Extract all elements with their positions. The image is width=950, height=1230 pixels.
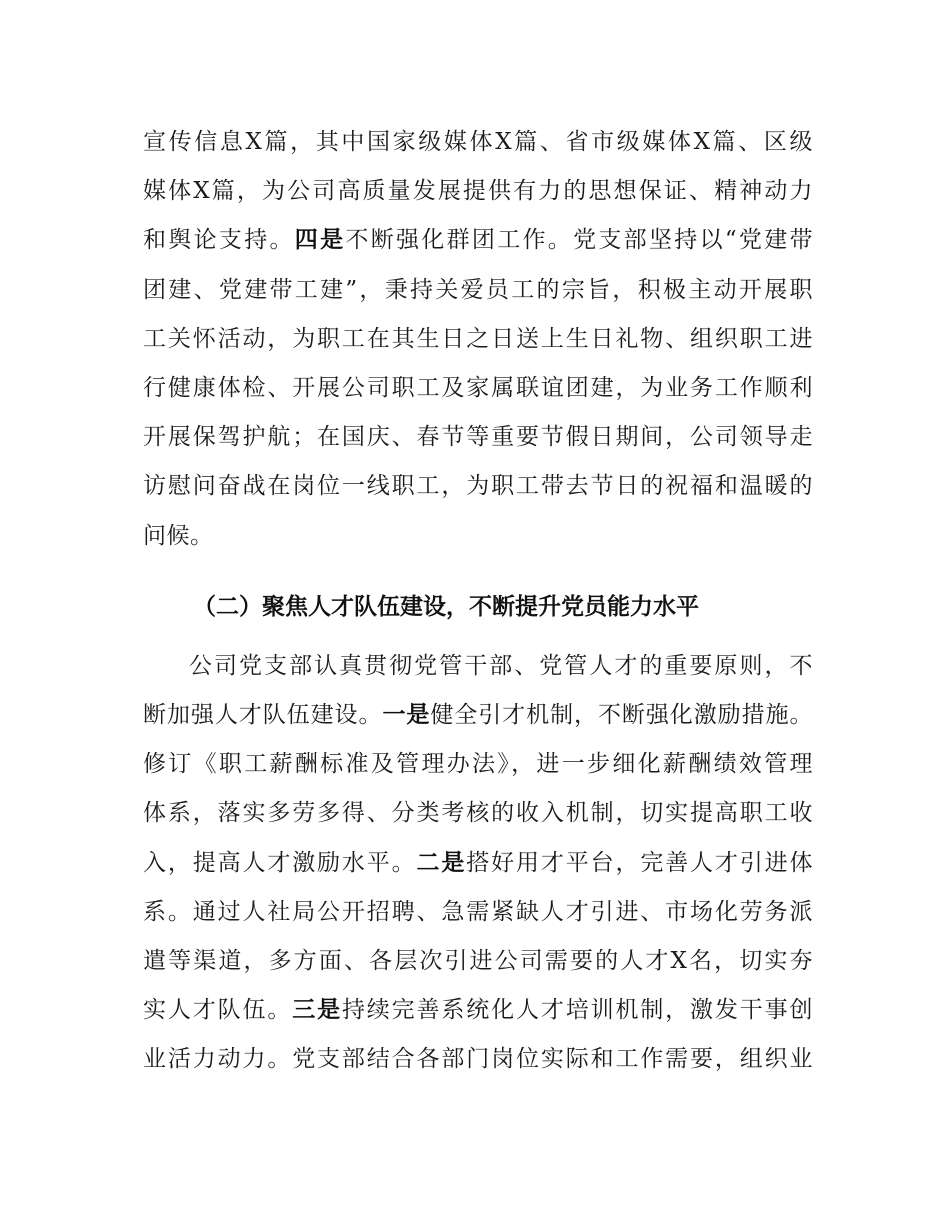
text-line: 遣等渠道，多方面、各层次引进公司需要的人才X名，切实夯 (143, 948, 813, 974)
text-line: 开展保驾护航；在国庆、春节等重要节假日期间，公司领导走 (143, 424, 813, 451)
text-run: 断加强人才队伍建设。 (143, 702, 383, 729)
paragraph-party-group-work (143, 118, 813, 561)
bold-marker: 一是 (382, 702, 431, 729)
text-line: 修订《职工薪酬标准及管理办法》，进一步细化薪酬绩效管理 (143, 751, 813, 778)
text-run: 持续完善系统化人才培训机制，激发干事创 (341, 997, 814, 1024)
bold-marker: 三是 (292, 997, 342, 1024)
text-line: 访慰问奋战在岗位一线职工，为职工带去节日的祝福和温暖的 (143, 473, 813, 500)
section-heading: （二）聚焦人才队伍建设，不断提升党员能力水平 (193, 593, 699, 620)
spacer (143, 561, 813, 583)
paragraph-talent-team (143, 642, 813, 1085)
text-line (143, 691, 813, 740)
text-run: 入，提高人才激励水平。 (143, 849, 417, 876)
text-line (143, 986, 813, 1035)
text-line: 团建、党建带工建”，秉持关爱员工的宗旨，积极主动开展职 (143, 276, 813, 303)
text-line (143, 839, 813, 888)
text-run: 不断强化群团工作。党支部坚持以“党建带 (345, 227, 814, 254)
bold-marker: 四是 (294, 227, 346, 254)
text-line: 媒体X篇，为公司高质量发展提供有力的思想保证、精神动力 (143, 178, 813, 205)
bold-marker: 二是 (416, 849, 467, 876)
text-line: 工关怀活动，为职工在其生日之日送上生日礼物、组织职工进 (143, 325, 813, 352)
text-line: 系。通过人社局公开招聘、急需紧缺人才引进、市场化劳务派 (143, 898, 813, 925)
text-line: 公司党支部认真贯彻党管干部、党管人才的重要原则，不 (189, 652, 813, 679)
text-line: 体系，落实多劳多得、分类考核的收入机制，切实提高职工收 (143, 800, 813, 827)
text-line: 宣传信息X篇，其中国家级媒体X篇、省市级媒体X篇、区级 (143, 129, 813, 155)
text-line: 行健康体检、开展公司职工及家属联谊团建，为业务工作顺利 (143, 374, 813, 401)
text-line: 问候。 (143, 522, 214, 549)
text-run: 健全引才机制，不断强化激励措施。 (430, 702, 814, 729)
text-line: 业活力动力。党支部结合各部门岗位实际和工作需要，组织业 (143, 1046, 813, 1073)
spacer (143, 632, 813, 642)
text-run: 和舆论支持。 (143, 227, 295, 254)
text-run: 实人才队伍。 (143, 997, 293, 1024)
document-body (143, 118, 813, 1085)
text-run: 搭好用才平台，完善人才引进体 (466, 849, 814, 876)
text-line (143, 216, 813, 265)
